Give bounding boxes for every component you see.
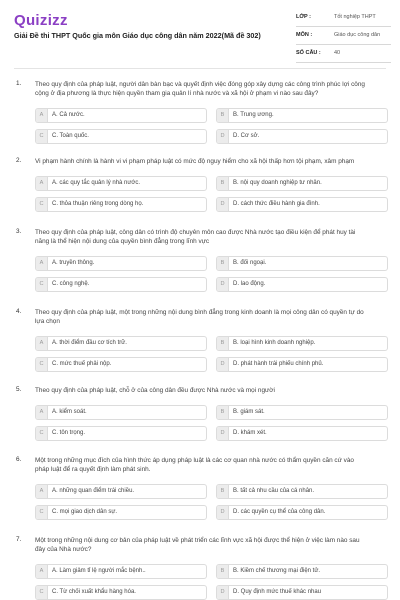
option-text: B. nội quy doanh nghiệp tư nhân. (233, 180, 322, 186)
option-text: B. đối ngoại. (233, 260, 267, 266)
answer-option-c[interactable] (35, 357, 207, 372)
option-letter-badge: A (36, 177, 48, 190)
option-text: A. truyền thông. (52, 260, 95, 266)
question-number: 2. (16, 157, 22, 164)
option-letter-badge: B (217, 109, 229, 122)
answer-option-c[interactable] (35, 277, 207, 292)
question-number: 3. (16, 228, 22, 235)
option-text: B. Trung ương. (233, 112, 274, 118)
meta-value: 40 (334, 50, 341, 56)
answer-option-c[interactable] (35, 197, 207, 212)
question-number: 4. (16, 308, 22, 315)
question-text (35, 536, 390, 554)
option-letter-badge: D (217, 427, 229, 440)
document-title: Giải Đề thi THPT Quốc gia môn Giáo dục công dân năm 2022(Mã đề 302) (14, 31, 261, 40)
answer-option-a[interactable] (35, 176, 207, 191)
question-number: 1. (16, 80, 22, 87)
answer-option-d[interactable] (216, 585, 388, 600)
question-text-line: pháp luật để ra quyết định làm phát sinh. (35, 466, 151, 473)
option-text: B. tất cả nhu cầu của cá nhân. (233, 488, 315, 494)
option-letter-badge: C (36, 130, 48, 143)
question-text-line: Theo quy định của pháp luật, chỗ ở của công dân đều được Nhà nước và mọi người (35, 387, 275, 394)
question-text (35, 157, 390, 166)
answer-option-d[interactable] (216, 357, 388, 372)
option-text: D. khám xét. (233, 430, 267, 436)
document-meta (296, 13, 391, 67)
option-letter-badge: C (36, 506, 48, 519)
option-text: A. Cả nước. (52, 112, 85, 118)
option-letter-badge: C (36, 427, 48, 440)
question-text (35, 456, 390, 474)
option-text: D. các quyền cụ thể của công dân. (233, 509, 326, 515)
question-number: 7. (16, 536, 22, 543)
answer-option-a[interactable] (35, 564, 207, 579)
answer-option-c[interactable] (35, 585, 207, 600)
option-text: C. mọi giao dịch dân sự. (52, 509, 118, 515)
meta-row-count (296, 49, 391, 63)
answer-option-b[interactable] (216, 484, 388, 499)
question-text (35, 308, 390, 326)
option-letter-badge: B (217, 177, 229, 190)
option-text: A. các quy tắc quản lý nhà nước. (52, 180, 140, 186)
answer-option-d[interactable] (216, 426, 388, 441)
option-text: D. cách thức điều hành gia đình. (233, 201, 320, 207)
option-letter-badge: C (36, 198, 48, 211)
option-letter-badge: A (36, 406, 48, 419)
option-letter-badge: A (36, 565, 48, 578)
question-text-line: đây của Nhà nước? (35, 546, 92, 553)
option-text: A. Làm giảm tỉ lệ người mắc bệnh.. (52, 568, 146, 574)
meta-label: MÔN : (296, 32, 313, 38)
question-text-line: Một trong những nội dung cơ bản của pháp luật về phát triển các lĩnh vực xã hội được thể hiện ở việc làm nào sau (35, 537, 360, 544)
option-text: B. giám sát. (233, 409, 265, 415)
option-letter-badge: D (217, 358, 229, 371)
option-letter-badge: A (36, 337, 48, 350)
option-letter-badge: A (36, 485, 48, 498)
option-text: B. loại hình kinh doanh nghiệp. (233, 340, 316, 346)
option-letter-badge: B (217, 257, 229, 270)
option-letter-badge: B (217, 406, 229, 419)
option-letter-badge: D (217, 506, 229, 519)
option-letter-badge: D (217, 586, 229, 599)
option-letter-badge: B (217, 565, 229, 578)
answer-option-b[interactable] (216, 564, 388, 579)
option-text: C. tôn trọng. (52, 430, 86, 436)
option-letter-badge: A (36, 257, 48, 270)
document-header (0, 0, 400, 70)
option-text: A. kiểm soát. (52, 409, 87, 415)
header-divider (14, 68, 386, 69)
option-letter-badge: B (217, 485, 229, 498)
meta-row-subject (296, 31, 391, 45)
question-text-line: Theo quy định của pháp luật, công dân có trình độ chuyên môn cao được Nhà nước tạo điều kiện để phát huy tài (35, 229, 356, 236)
option-letter-badge: B (217, 337, 229, 350)
answer-option-a[interactable] (35, 256, 207, 271)
question-number: 6. (16, 456, 22, 463)
question-text (35, 80, 390, 98)
question-text (35, 386, 390, 395)
answer-option-b[interactable] (216, 336, 388, 351)
answer-option-a[interactable] (35, 484, 207, 499)
option-text: C. Từ chối xuất khẩu hàng hóa. (52, 589, 136, 595)
answer-option-c[interactable] (35, 129, 207, 144)
option-text: A. thời điểm đầu cơ tích trữ. (52, 340, 127, 346)
answer-option-b[interactable] (216, 405, 388, 420)
answer-option-c[interactable] (35, 426, 207, 441)
question-text (35, 228, 390, 246)
answer-option-d[interactable] (216, 277, 388, 292)
option-text: C. mức thuế phải nộp. (52, 361, 112, 367)
question-text-line: Vi phạm hành chính là hành vi vi phạm pháp luật có mức độ nguy hiểm cho xã hội thấp hơn tội phạm, xâm phạm (35, 158, 355, 165)
question-text-line: Theo quy định của pháp luật, một trong những nội dung bình đẳng trong kinh doanh là mọi công dân có quyền tự do (35, 309, 364, 316)
answer-option-b[interactable] (216, 108, 388, 123)
answer-option-d[interactable] (216, 129, 388, 144)
option-letter-badge: C (36, 586, 48, 599)
answer-option-a[interactable] (35, 108, 207, 123)
answer-option-a[interactable] (35, 405, 207, 420)
option-text: C. thỏa thuận riêng trong dòng họ. (52, 201, 144, 207)
question-text-line: năng là thể hiện nội dung của quyền bình đẳng trong lĩnh vực (35, 238, 210, 245)
quizizz-logo: Quizizz (14, 12, 68, 29)
question-text-line: lựa chọn (35, 318, 60, 325)
meta-value: Tốt nghiệp THPT (334, 14, 376, 20)
question-text-line: Một trong những mục đích của hình thức áp dụng pháp luật là các cơ quan nhà nước có thẩm quyền căn cứ vào (35, 457, 354, 464)
option-text: C. công nghệ. (52, 281, 90, 287)
answer-option-b[interactable] (216, 176, 388, 191)
question-text-line: cộng ở địa phương là thực hiện quyền tham gia quản lí nhà nước và xã hội ở phạm vi nào sau đây? (35, 90, 319, 97)
option-text: A. những quan điểm trái chiều. (52, 488, 135, 494)
answer-option-d[interactable] (216, 197, 388, 212)
option-letter-badge: A (36, 109, 48, 122)
option-text: D. lao động. (233, 281, 266, 287)
option-letter-badge: C (36, 278, 48, 291)
option-letter-badge: D (217, 278, 229, 291)
option-letter-badge: D (217, 198, 229, 211)
answer-option-d[interactable] (216, 505, 388, 520)
meta-row-class (296, 13, 391, 27)
option-text: D. Cơ sở. (233, 133, 260, 139)
answer-option-c[interactable] (35, 505, 207, 520)
option-text: D. Quy định mức thuế khác nhau (233, 589, 322, 595)
question-text-line: Theo quy định của pháp luật, người dân bàn bạc và quyết định việc đóng góp xây dựng các công trình phúc lợi công (35, 81, 365, 88)
meta-label: SỐ CÂU : (296, 50, 321, 56)
answer-option-b[interactable] (216, 256, 388, 271)
question-number: 5. (16, 386, 22, 393)
meta-label: LỚP : (296, 14, 311, 20)
option-letter-badge: D (217, 130, 229, 143)
option-letter-badge: C (36, 358, 48, 371)
option-text: C. Toàn quốc. (52, 133, 89, 139)
option-text: D. phát hành trái phiếu chính phủ. (233, 361, 324, 367)
option-text: B. Kiềm chế thương mại điện tử. (233, 568, 321, 574)
answer-option-a[interactable] (35, 336, 207, 351)
meta-value: Giáo dục công dân (334, 32, 381, 38)
